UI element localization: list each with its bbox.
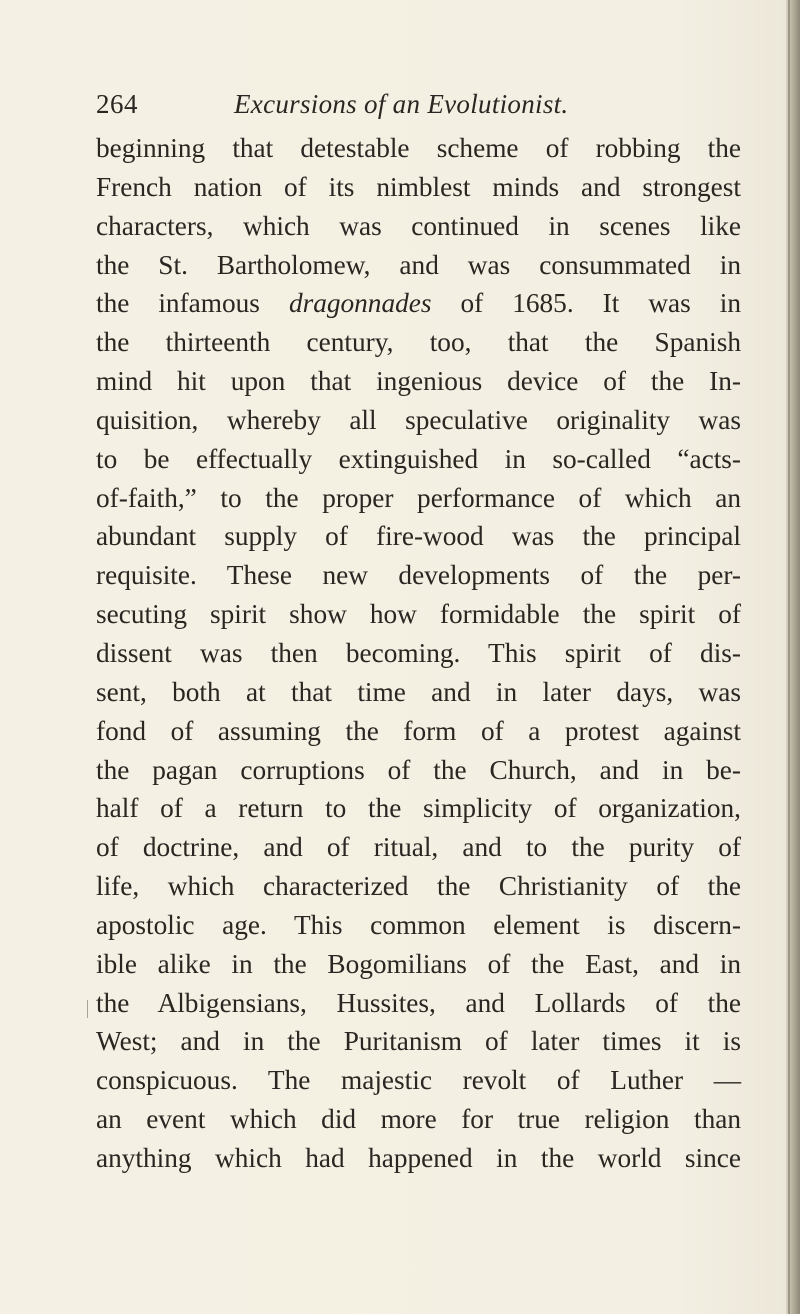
page-number: 264 — [96, 89, 138, 119]
text-line-17: the pagan corruptions of the Church, and in be- — [96, 754, 741, 785]
margin-mark — [87, 1000, 88, 1018]
text-line-2: French nation of its nimblest minds and strongest — [96, 171, 741, 202]
text-line-5-end: of 1685. It was in — [431, 288, 741, 319]
text-line-1: beginning that detestable scheme of robbing the — [96, 133, 741, 163]
text-line-19: of doctrine, and of ritual, and to the purity of — [96, 832, 741, 863]
text-line-5 — [96, 284, 741, 323]
text-line-24: West; and in the Puritanism of later times it is — [96, 1026, 741, 1057]
text-line-16: fond of assuming the form of a protest against — [96, 715, 741, 746]
text-line-22: ible alike in the Bogomilians of the East, and in — [96, 948, 741, 979]
text-line-12: requisite. These new developments of the per- — [96, 560, 741, 591]
text-line-15: sent, both at that time and in later days, was — [96, 676, 741, 707]
body-text — [96, 129, 741, 1178]
text-line-20: life, which characterized the Christianity of the — [96, 871, 741, 902]
text-line-3: characters, which was continued in scenes like — [96, 210, 741, 241]
text-line-9: to be effectually extinguished in so-called “acts- — [96, 443, 741, 474]
text-line-4: the St. Bartholomew, and was consummated in — [96, 249, 741, 280]
text-line-7: mind hit upon that ingenious device of the In- — [96, 366, 741, 397]
italic-term-dragonnades: dragonnades — [288, 288, 432, 319]
text-line-23: the Albigensians, Hussites, and Lollards of the — [96, 987, 741, 1018]
text-line-10: of-faith,” to the proper performance of which an — [96, 482, 741, 513]
text-line-11: abundant supply of fire-wood was the principal — [96, 521, 741, 552]
text-line-25: conspicuous. The majestic revolt of Luther — — [96, 1065, 741, 1096]
text-line-14: dissent was then becoming. This spirit of dis- — [96, 637, 741, 668]
text-line-26: an event which did more for true religion than — [96, 1104, 741, 1135]
text-line-5-start: the infamous — [96, 288, 289, 319]
text-line-8: quisition, whereby all speculative originality was — [96, 404, 741, 435]
running-title: Excursions of an Evolutionist. — [234, 89, 569, 119]
text-line-6: the thirteenth century, too, that the Spanish — [96, 327, 741, 358]
text-line-13: secuting spirit show how formidable the spirit of — [96, 599, 741, 630]
text-line-27: anything which had happened in the world since — [96, 1142, 741, 1173]
text-line-21: apostolic age. This common element is discern- — [96, 909, 741, 940]
running-head — [96, 84, 736, 124]
page-edge-line — [788, 0, 790, 1314]
text-line-18: half of a return to the simplicity of organization, — [96, 793, 741, 824]
